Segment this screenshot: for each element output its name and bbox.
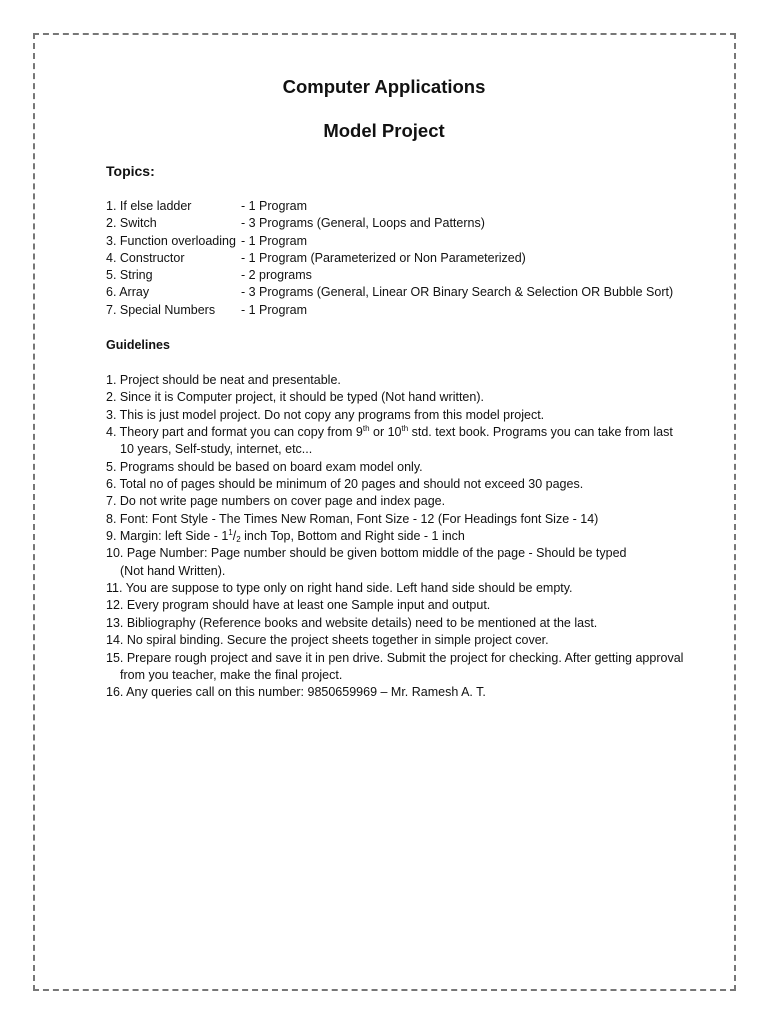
superscript: th bbox=[401, 424, 409, 434]
superscript: th bbox=[362, 424, 370, 434]
guideline-item: 11. You are suppose to type only on right hand side. Left hand side should be empty. bbox=[106, 581, 573, 596]
topics-list bbox=[106, 198, 673, 319]
guideline-item: 2. Since it is Computer project, it should be typed (Not hand written). bbox=[106, 390, 484, 405]
topic-name: 3. Function overloading bbox=[106, 233, 236, 248]
topics-heading: Topics: bbox=[106, 163, 155, 179]
guideline-item: 12. Every program should have at least one Sample input and output. bbox=[106, 598, 491, 613]
topic-item bbox=[106, 233, 673, 250]
page-subtitle: Model Project bbox=[323, 120, 445, 141]
topic-item bbox=[106, 215, 673, 232]
topic-detail: - 1 Program bbox=[241, 302, 307, 317]
topic-detail: - 1 Program bbox=[241, 233, 307, 248]
guidelines-list bbox=[106, 372, 706, 702]
guideline-text: inch Top, Bottom and Right side - 1 inch bbox=[240, 529, 465, 544]
topic-detail: - 2 programs bbox=[241, 268, 312, 283]
guideline-text: 9. Margin: left Side - 1 bbox=[106, 529, 229, 544]
topic-detail: - 1 Program (Parameterized or Non Parameterized) bbox=[241, 250, 526, 265]
topic-detail: - 3 Programs (General, Linear OR Binary Search & Selection OR Bubble Sort) bbox=[241, 285, 674, 300]
guidelines-heading: Guidelines bbox=[106, 338, 170, 352]
topic-item bbox=[106, 267, 673, 284]
page-title: Computer Applications bbox=[282, 76, 486, 97]
guideline-item: 15. Prepare rough project and save it in pen drive. Submit the project for checking. After getting approval bbox=[106, 650, 684, 665]
fraction-slash: / bbox=[232, 529, 237, 544]
guideline-item: 8. Font: Font Style - The Times New Roman, Font Size - 12 (For Headings font Size - 14) bbox=[106, 511, 599, 526]
topic-name: 2. Switch bbox=[106, 216, 157, 231]
subscript: 2 bbox=[236, 535, 241, 545]
guideline-continuation: 10 years, Self-study, internet, etc... bbox=[120, 442, 313, 457]
topic-item bbox=[106, 198, 673, 215]
superscript: 1 bbox=[228, 528, 233, 538]
guideline-item: 3. This is just model project. Do not copy any programs from this model project. bbox=[106, 407, 545, 422]
topic-detail: - 3 Programs (General, Loops and Patterns) bbox=[241, 216, 485, 231]
guideline-continuation: (Not hand Written). bbox=[120, 563, 226, 578]
topic-item bbox=[106, 302, 673, 319]
topic-item bbox=[106, 284, 673, 301]
guideline-item: 14. No spiral binding. Secure the project sheets together in simple project cover. bbox=[106, 633, 549, 648]
guideline-item: 6. Total no of pages should be minimum of 20 pages and should not exceed 30 pages. bbox=[106, 477, 584, 492]
guideline-item: 7. Do not write page numbers on cover page and index page. bbox=[106, 494, 446, 509]
guideline-item: 1. Project should be neat and presentable. bbox=[106, 373, 341, 387]
topic-name: 1. If else ladder bbox=[106, 199, 192, 213]
guideline-text: or 10 bbox=[369, 425, 402, 440]
guideline-item bbox=[106, 528, 706, 545]
guideline-item bbox=[106, 424, 706, 441]
topic-name: 6. Array bbox=[106, 285, 150, 300]
guideline-text: 4. Theory part and format you can copy from 9 bbox=[106, 425, 363, 440]
topic-name: 7. Special Numbers bbox=[106, 302, 216, 317]
guideline-item: 16. Any queries call on this number: 9850659969 – Mr. Ramesh A. T. bbox=[106, 685, 486, 700]
guideline-continuation: from you teacher, make the final project. bbox=[120, 667, 343, 682]
guideline-item: 13. Bibliography (Reference books and website details) need to be mentioned at the last. bbox=[106, 615, 598, 630]
topic-item bbox=[106, 250, 673, 267]
topic-name: 5. String bbox=[106, 268, 153, 283]
guideline-text: std. text book. Programs you can take from last bbox=[408, 425, 673, 440]
guideline-item: 10. Page Number: Page number should be given bottom middle of the page - Should be typed bbox=[106, 546, 627, 561]
topic-detail: - 1 Program bbox=[241, 199, 307, 213]
guideline-item: 5. Programs should be based on board exam model only. bbox=[106, 459, 423, 474]
topic-name: 4. Constructor bbox=[106, 250, 185, 265]
